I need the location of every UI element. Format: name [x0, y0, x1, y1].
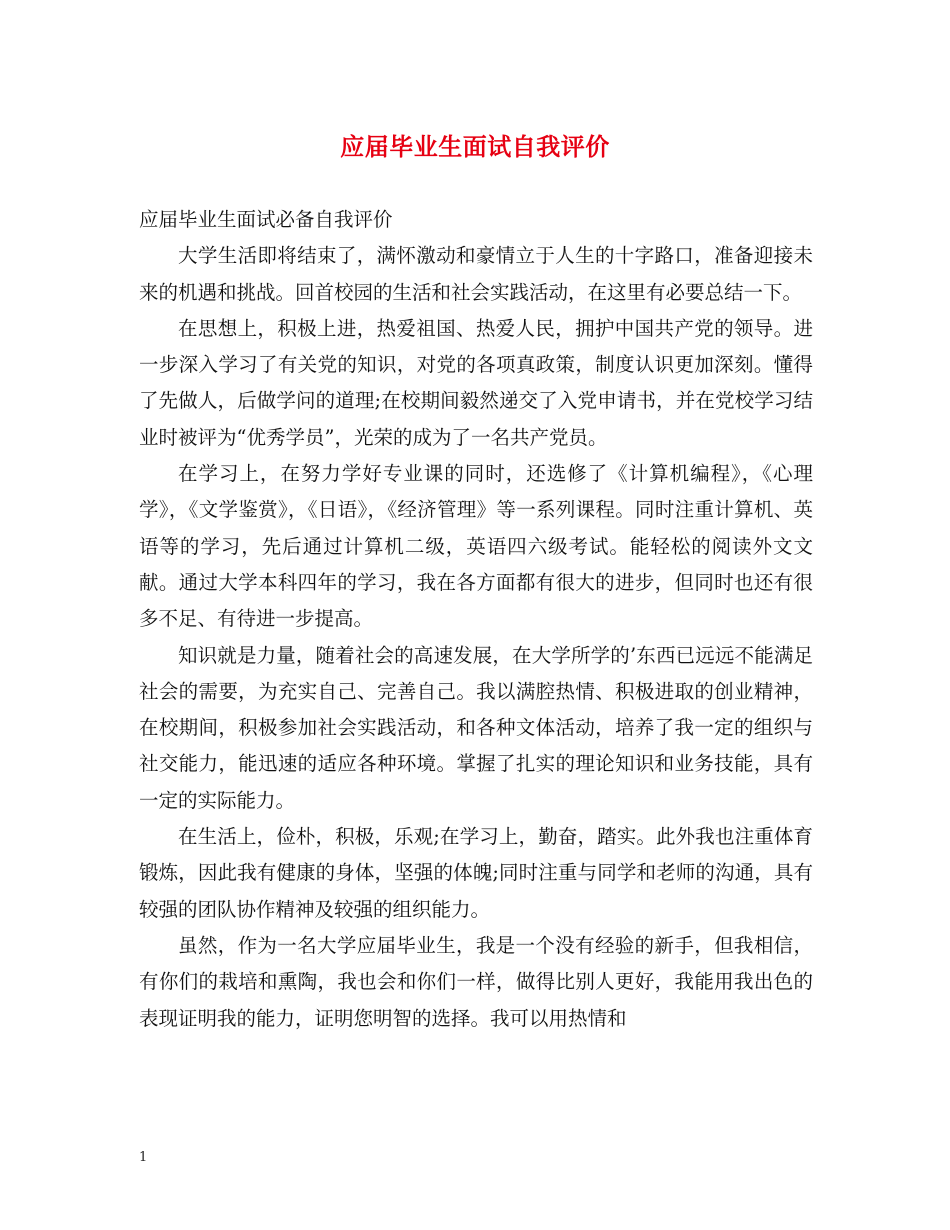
document-body: [139, 202, 813, 1037]
paragraph-intro: 大学生活即将结束了，满怀激动和豪情立于人生的十字路口，准备迎接未来的机遇和挑战。回首校园的生活和社会实践活动，在这里有必要总结一下。: [139, 244, 813, 304]
paragraph-ideology: 在思想上，积极上进，热爱祖国、热爱人民，拥护中国共产党的领导。进一步深入学习了有关党的知识，对党的各项真政策，制度认识更加深刻。懂得了先做人，后做学问的道理;在校期间毅然递交了入党申请书，并在党校学习结业时被评为“优秀学员”，光荣的成为了一名共产党员。: [139, 316, 813, 449]
page-number: 1: [139, 1150, 148, 1165]
document-title: 应届毕业生面试自我评价: [340, 132, 610, 161]
paragraph-life: 在生活上，俭朴，积极，乐观;在学习上，勤奋，踏实。此外我也注重体育锻炼，因此我有健康的身体，坚强的体魄;同时注重与同学和老师的沟通，具有较强的团队协作精神及较强的组织能力。: [139, 825, 813, 921]
paragraph-study: 在学习上，在努力学好专业课的同时，还选修了《计算机编程》，《心理学》，《文学鉴赏》，《日语》，《经济管理》等一系列课程。同时注重计算机、英语等的学习，先后通过计算机二级，英语四六级考试。能轻松的阅读外文文献。通过大学本科四年的学习，我在各方面都有很大的进步，但同时也还有很多不足、有待进一步提高。: [139, 462, 813, 631]
paragraph-knowledge: 知识就是力量，随着社会的高速发展，在大学所学的’东西已远远不能满足社会的需要，为充实自己、完善自己。我以满腔热情、积极进取的创业精神，在校期间，积极参加社会实践活动，和各种文体活动，培养了我一定的组织与社交能力，能迅速的适应各种环境。掌握了扎实的理论知识和业务技能，具有一定的实际能力。: [139, 643, 813, 812]
paragraph-conclusion: 虽然，作为一名大学应届毕业生，我是一个没有经验的新手，但我相信，有你们的栽培和熏陶，我也会和你们一样，做得比别人更好，我能用我出色的表现证明我的能力，证明您明智的选择。我可以用热情和: [139, 933, 813, 1030]
document-subtitle: 应届毕业生面试必备自我评价: [139, 208, 393, 231]
